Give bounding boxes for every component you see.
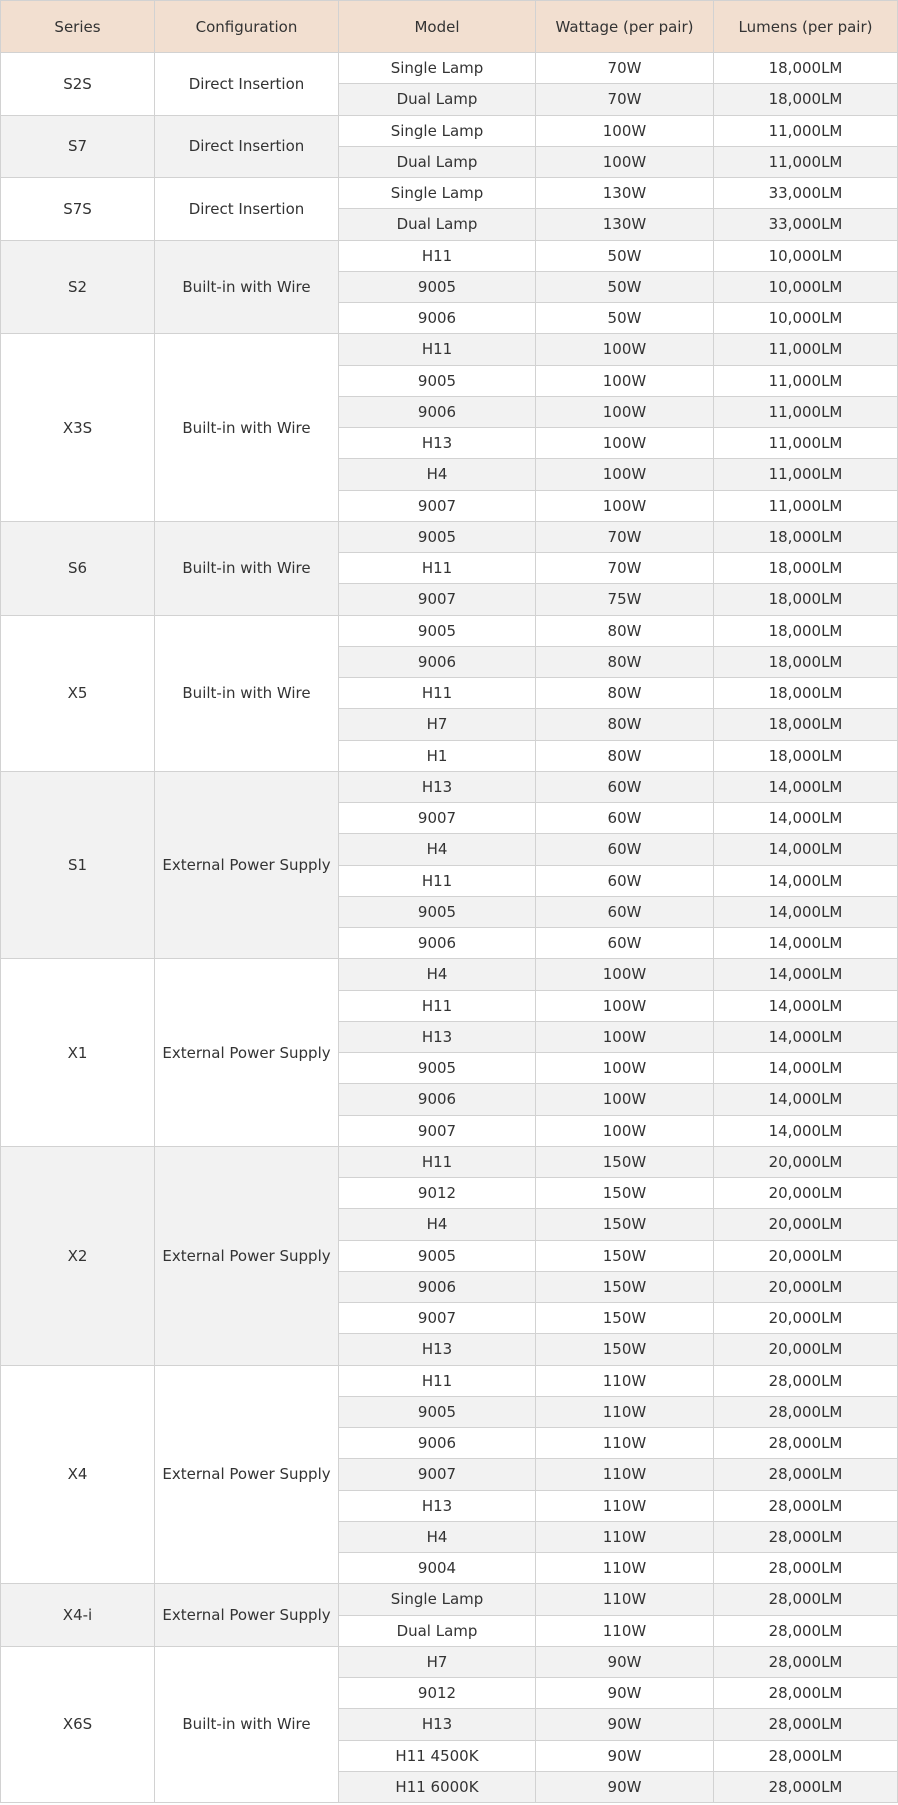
model-cell: 9007 [339, 1115, 536, 1146]
wattage-cell: 100W [536, 990, 714, 1021]
model-cell: H11 [339, 990, 536, 1021]
wattage-cell: 100W [536, 459, 714, 490]
lumens-cell: 11,000LM [714, 115, 898, 146]
lumens-cell: 18,000LM [714, 709, 898, 740]
wattage-cell: 100W [536, 959, 714, 990]
series-cell: X2 [1, 1146, 155, 1365]
series-cell: X1 [1, 959, 155, 1147]
lumens-cell: 11,000LM [714, 365, 898, 396]
lumens-cell: 28,000LM [714, 1365, 898, 1396]
model-cell: H11 [339, 678, 536, 709]
model-cell: H11 [339, 240, 536, 271]
wattage-cell: 70W [536, 521, 714, 552]
lumens-cell: 14,000LM [714, 928, 898, 959]
table-row [1, 178, 898, 209]
series-cell: S1 [1, 771, 155, 959]
table-row [1, 1584, 898, 1615]
model-cell: Single Lamp [339, 115, 536, 146]
wattage-cell: 100W [536, 1021, 714, 1052]
table-row [1, 53, 898, 84]
wattage-cell: 70W [536, 53, 714, 84]
model-cell: H4 [339, 834, 536, 865]
lumens-cell: 18,000LM [714, 553, 898, 584]
model-cell: 9005 [339, 615, 536, 646]
lumens-cell: 14,000LM [714, 771, 898, 802]
configuration-cell: Direct Insertion [155, 53, 339, 116]
wattage-cell: 110W [536, 1396, 714, 1427]
lumens-cell: 28,000LM [714, 1428, 898, 1459]
model-cell: H11 [339, 334, 536, 365]
lumens-cell: 28,000LM [714, 1678, 898, 1709]
configuration-cell: External Power Supply [155, 1365, 339, 1584]
wattage-cell: 100W [536, 334, 714, 365]
model-cell: 9005 [339, 521, 536, 552]
wattage-cell: 75W [536, 584, 714, 615]
model-cell: Dual Lamp [339, 1615, 536, 1646]
table-row [1, 334, 898, 365]
lumens-cell: 10,000LM [714, 303, 898, 334]
configuration-cell: Built-in with Wire [155, 334, 339, 522]
lumens-cell: 14,000LM [714, 990, 898, 1021]
lumens-cell: 28,000LM [714, 1646, 898, 1677]
wattage-cell: 150W [536, 1240, 714, 1271]
series-cell: X4 [1, 1365, 155, 1584]
wattage-cell: 100W [536, 365, 714, 396]
model-cell: Single Lamp [339, 1584, 536, 1615]
header-row [1, 1, 898, 53]
lumens-cell: 33,000LM [714, 178, 898, 209]
lumens-cell: 28,000LM [714, 1709, 898, 1740]
wattage-cell: 90W [536, 1709, 714, 1740]
model-cell: Dual Lamp [339, 209, 536, 240]
model-cell: 9005 [339, 1053, 536, 1084]
model-cell: 9007 [339, 1459, 536, 1490]
wattage-cell: 80W [536, 678, 714, 709]
wattage-cell: 90W [536, 1740, 714, 1771]
table-body [1, 53, 898, 1803]
wattage-cell: 80W [536, 709, 714, 740]
table-row [1, 1146, 898, 1177]
table-row [1, 521, 898, 552]
wattage-cell: 110W [536, 1553, 714, 1584]
lumens-cell: 28,000LM [714, 1584, 898, 1615]
model-cell: H4 [339, 459, 536, 490]
wattage-cell: 150W [536, 1178, 714, 1209]
lumens-cell: 28,000LM [714, 1553, 898, 1584]
lumens-cell: 11,000LM [714, 396, 898, 427]
wattage-cell: 100W [536, 396, 714, 427]
configuration-cell: External Power Supply [155, 771, 339, 959]
series-cell: S7S [1, 178, 155, 241]
wattage-cell: 50W [536, 271, 714, 302]
model-cell: H11 6000K [339, 1771, 536, 1802]
wattage-cell: 60W [536, 928, 714, 959]
model-cell: H13 [339, 428, 536, 459]
lumens-cell: 18,000LM [714, 84, 898, 115]
lumens-cell: 20,000LM [714, 1303, 898, 1334]
lumens-cell: 14,000LM [714, 1053, 898, 1084]
model-cell: 9012 [339, 1178, 536, 1209]
configuration-cell: External Power Supply [155, 1584, 339, 1647]
model-cell: H11 [339, 1365, 536, 1396]
wattage-cell: 60W [536, 896, 714, 927]
lumens-cell: 18,000LM [714, 615, 898, 646]
lumens-cell: 28,000LM [714, 1740, 898, 1771]
wattage-cell: 130W [536, 178, 714, 209]
table-row [1, 615, 898, 646]
model-cell: 9006 [339, 928, 536, 959]
series-cell: S2S [1, 53, 155, 116]
lumens-cell: 11,000LM [714, 428, 898, 459]
wattage-cell: 100W [536, 490, 714, 521]
wattage-cell: 130W [536, 209, 714, 240]
model-cell: 9006 [339, 396, 536, 427]
wattage-cell: 100W [536, 1115, 714, 1146]
lumens-cell: 18,000LM [714, 584, 898, 615]
model-cell: Single Lamp [339, 53, 536, 84]
model-cell: Single Lamp [339, 178, 536, 209]
wattage-cell: 90W [536, 1678, 714, 1709]
model-cell: 9007 [339, 584, 536, 615]
lumens-cell: 20,000LM [714, 1240, 898, 1271]
model-cell: H13 [339, 1709, 536, 1740]
lumens-cell: 14,000LM [714, 865, 898, 896]
table-row [1, 959, 898, 990]
wattage-cell: 50W [536, 303, 714, 334]
lumens-cell: 18,000LM [714, 646, 898, 677]
model-cell: H11 4500K [339, 1740, 536, 1771]
wattage-cell: 110W [536, 1459, 714, 1490]
wattage-cell: 150W [536, 1146, 714, 1177]
series-cell: X4-i [1, 1584, 155, 1647]
lumens-cell: 14,000LM [714, 803, 898, 834]
lumens-cell: 18,000LM [714, 521, 898, 552]
model-cell: 9005 [339, 896, 536, 927]
lumens-cell: 18,000LM [714, 53, 898, 84]
model-cell: H7 [339, 709, 536, 740]
model-cell: H13 [339, 1490, 536, 1521]
lumens-cell: 28,000LM [714, 1459, 898, 1490]
model-cell: H11 [339, 865, 536, 896]
wattage-cell: 80W [536, 615, 714, 646]
series-cell: X3S [1, 334, 155, 522]
wattage-cell: 80W [536, 740, 714, 771]
model-cell: 9006 [339, 1084, 536, 1115]
lumens-cell: 20,000LM [714, 1271, 898, 1302]
header-configuration: Configuration [155, 1, 339, 53]
model-cell: H7 [339, 1646, 536, 1677]
model-cell: 9005 [339, 1396, 536, 1427]
model-cell: 9005 [339, 271, 536, 302]
lumens-cell: 14,000LM [714, 1021, 898, 1052]
wattage-cell: 100W [536, 115, 714, 146]
wattage-cell: 60W [536, 834, 714, 865]
lumens-cell: 28,000LM [714, 1396, 898, 1427]
lumens-cell: 14,000LM [714, 959, 898, 990]
model-cell: 9005 [339, 1240, 536, 1271]
wattage-cell: 70W [536, 553, 714, 584]
table-row [1, 240, 898, 271]
header-model: Model [339, 1, 536, 53]
lumens-cell: 14,000LM [714, 834, 898, 865]
lumens-cell: 33,000LM [714, 209, 898, 240]
model-cell: H13 [339, 1021, 536, 1052]
wattage-cell: 60W [536, 803, 714, 834]
lumens-cell: 14,000LM [714, 1115, 898, 1146]
model-cell: 9007 [339, 1303, 536, 1334]
wattage-cell: 150W [536, 1303, 714, 1334]
lumens-cell: 20,000LM [714, 1178, 898, 1209]
series-cell: S6 [1, 521, 155, 615]
lumens-cell: 28,000LM [714, 1490, 898, 1521]
lumens-cell: 10,000LM [714, 271, 898, 302]
wattage-cell: 110W [536, 1615, 714, 1646]
lumens-cell: 20,000LM [714, 1334, 898, 1365]
configuration-cell: Direct Insertion [155, 115, 339, 178]
series-cell: X6S [1, 1646, 155, 1802]
wattage-cell: 100W [536, 428, 714, 459]
model-cell: Dual Lamp [339, 146, 536, 177]
table-row [1, 771, 898, 802]
model-cell: H4 [339, 1209, 536, 1240]
wattage-cell: 100W [536, 1084, 714, 1115]
wattage-cell: 110W [536, 1521, 714, 1552]
table-row [1, 115, 898, 146]
model-cell: H1 [339, 740, 536, 771]
wattage-cell: 80W [536, 646, 714, 677]
lumens-cell: 28,000LM [714, 1771, 898, 1802]
series-cell: X5 [1, 615, 155, 771]
model-cell: 9005 [339, 365, 536, 396]
lumens-cell: 20,000LM [714, 1209, 898, 1240]
wattage-cell: 110W [536, 1428, 714, 1459]
lumens-cell: 28,000LM [714, 1521, 898, 1552]
lumens-cell: 28,000LM [714, 1615, 898, 1646]
model-cell: 9006 [339, 1428, 536, 1459]
wattage-cell: 60W [536, 771, 714, 802]
header-wattage: Wattage (per pair) [536, 1, 714, 53]
wattage-cell: 60W [536, 865, 714, 896]
wattage-cell: 110W [536, 1365, 714, 1396]
model-cell: Dual Lamp [339, 84, 536, 115]
wattage-cell: 50W [536, 240, 714, 271]
model-cell: H11 [339, 553, 536, 584]
table-row [1, 1365, 898, 1396]
lumens-cell: 18,000LM [714, 678, 898, 709]
model-cell: 9006 [339, 1271, 536, 1302]
wattage-cell: 100W [536, 1053, 714, 1084]
model-cell: H4 [339, 959, 536, 990]
wattage-cell: 70W [536, 84, 714, 115]
lumens-cell: 11,000LM [714, 490, 898, 521]
model-cell: 9004 [339, 1553, 536, 1584]
wattage-cell: 150W [536, 1334, 714, 1365]
model-cell: 9006 [339, 303, 536, 334]
lumens-cell: 10,000LM [714, 240, 898, 271]
model-cell: H13 [339, 1334, 536, 1365]
series-cell: S2 [1, 240, 155, 334]
model-cell: 9007 [339, 490, 536, 521]
lumens-cell: 11,000LM [714, 334, 898, 365]
lumens-cell: 18,000LM [714, 740, 898, 771]
lumens-cell: 20,000LM [714, 1146, 898, 1177]
model-cell: 9006 [339, 646, 536, 677]
table-row [1, 1646, 898, 1677]
configuration-cell: External Power Supply [155, 1146, 339, 1365]
lumens-cell: 11,000LM [714, 146, 898, 177]
model-cell: 9007 [339, 803, 536, 834]
lumens-cell: 14,000LM [714, 896, 898, 927]
model-cell: H13 [339, 771, 536, 802]
model-cell: 9012 [339, 1678, 536, 1709]
series-cell: S7 [1, 115, 155, 178]
configuration-cell: Built-in with Wire [155, 1646, 339, 1802]
configuration-cell: Direct Insertion [155, 178, 339, 241]
wattage-cell: 110W [536, 1584, 714, 1615]
configuration-cell: Built-in with Wire [155, 240, 339, 334]
table-header [1, 1, 898, 53]
model-cell: H4 [339, 1521, 536, 1552]
wattage-cell: 90W [536, 1646, 714, 1677]
wattage-cell: 100W [536, 146, 714, 177]
lumens-cell: 14,000LM [714, 1084, 898, 1115]
lumens-cell: 11,000LM [714, 459, 898, 490]
wattage-cell: 90W [536, 1771, 714, 1802]
configuration-cell: Built-in with Wire [155, 615, 339, 771]
wattage-cell: 150W [536, 1271, 714, 1302]
header-series: Series [1, 1, 155, 53]
header-lumens: Lumens (per pair) [714, 1, 898, 53]
wattage-cell: 150W [536, 1209, 714, 1240]
configuration-cell: External Power Supply [155, 959, 339, 1147]
configuration-cell: Built-in with Wire [155, 521, 339, 615]
wattage-cell: 110W [536, 1490, 714, 1521]
model-cell: H11 [339, 1146, 536, 1177]
